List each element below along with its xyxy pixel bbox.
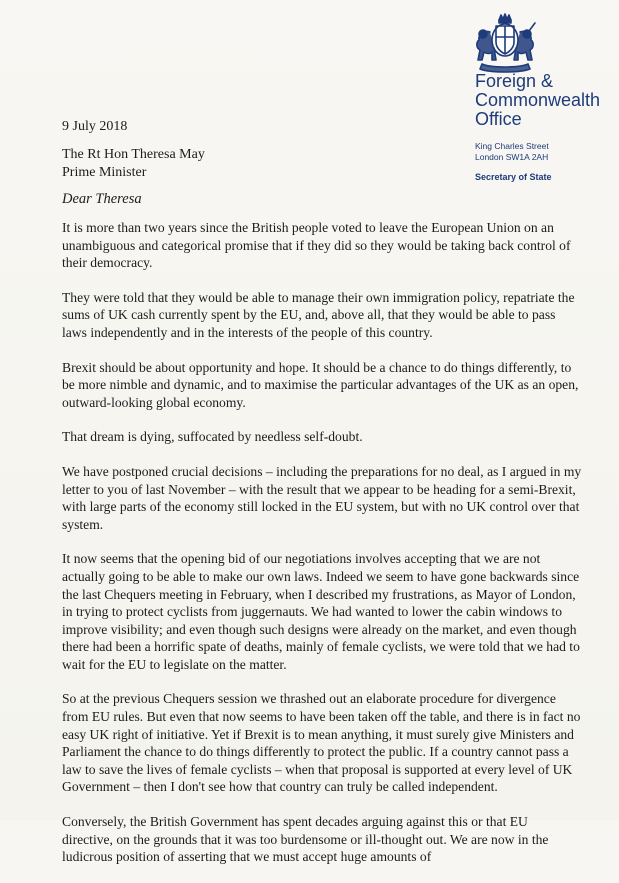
- salutation: Dear Theresa: [62, 191, 142, 207]
- address-line: King Charles Street: [475, 141, 549, 151]
- recipient-line: Prime Minister: [62, 165, 147, 180]
- letter-date: 9 July 2018: [62, 119, 128, 134]
- royal-coat-of-arms-icon: [470, 12, 540, 74]
- paragraph: It is more than two years since the British people voted to leave the European Union on an unambiguous and categorical promise that if they did so they would be taking back control of their democracy.: [62, 220, 571, 271]
- address-line: London SW1A 2AH: [475, 152, 549, 162]
- letter-body: [62, 219, 582, 883]
- paragraph: They were told that they would be able to manage their own immigration policy, repatriate the sums of UK cash currently spent by the EU, and, above all, that they would be able to pass laws independently and in the interests of the people of this country.: [62, 289, 575, 340]
- office-title: Secretary of State: [475, 172, 552, 182]
- paragraph: We have postponed crucial decisions – including the preparations for no deal, as I argued in my letter to you of last November – with the result that we appear to be heading for a semi-Brexit, with large parts of the economy still locked in the EU system, but with no UK control over that system.: [62, 463, 582, 532]
- paragraph: Conversely, the British Government has spent decades arguing against this or that EU directive, on the grounds that it was too burdensome or ill-thought out. We are now in the ludicrous position of asserting that we must accept huge amounts of: [62, 814, 549, 865]
- department-line: Commonwealth: [475, 90, 601, 110]
- paragraph: That dream is dying, suffocated by needless self-doubt.: [62, 429, 363, 445]
- paragraph: It now seems that the opening bid of our negotiations involves accepting that we are not actually going to be able to make our own laws. Indeed we seem to have gone backwards since the last Chequers meeting in February, when I described my frustrations, as Mayor of London, in trying to protect cyclists from juggernauts. We had wanted to lower the cabin windows to improve visibility; and even though such designs were already on the market, and even though there had been a horrific spate of deaths, mainly of female cyclists, we were told that we had to wait for the EU to legislate on the matter.: [62, 551, 580, 672]
- paragraph: So at the previous Chequers session we thrashed out an elaborate procedure for divergence from EU rules. But even that now seems to have been taken off the table, and there is in fact no easy UK right of initiative. Yet if Brexit is to mean anything, it must surely give Ministers and Parliament the chance to do things differently to protect the public. If a country cannot pass a law to save the lives of female cyclists – when that proposal is supported at every level of UK Government – then I don't see how that country can truly be called independent.: [62, 691, 581, 795]
- recipient: [62, 146, 205, 182]
- paragraph: Brexit should be about opportunity and hope. It should be a chance to do things differently, to be more nimble and dynamic, and to maximise the particular advantages of the UK as an open, outward-looking global economy.: [62, 359, 579, 410]
- department-line: Foreign &: [475, 71, 554, 91]
- department-line: Office: [475, 109, 522, 129]
- department-name: [475, 72, 615, 129]
- department-address: [475, 141, 549, 163]
- recipient-line: The Rt Hon Theresa May: [62, 147, 205, 162]
